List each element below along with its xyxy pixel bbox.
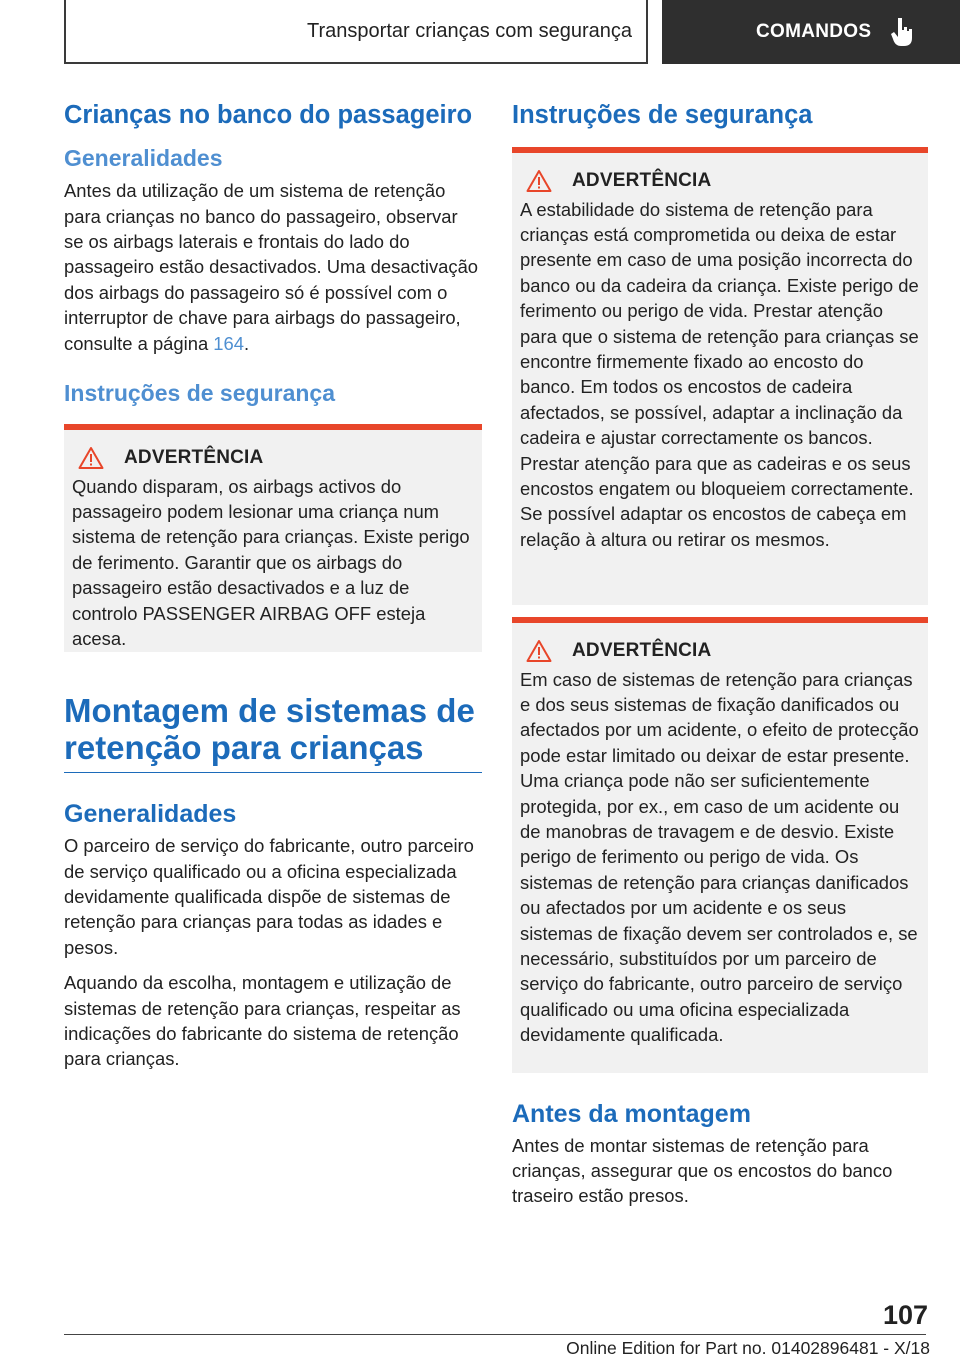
warning-header-3 [520,639,920,663]
warning-box-1 [64,424,482,652]
warning-title-2: ADVERTÊNCIA [572,169,712,191]
heading-before-mounting: Antes da montagem [512,1099,751,1128]
left-column [64,100,482,1082]
warning-text-2: A estabilidade do sistema de retenção para crianças está comprometida ou deixa de estar presente em caso de uma posição incorrecta do banco ou da cadeira da criança. Existe perigo de ferimento ou perigo de vida. Prestar atenção para que o sistema de retenção para crianças se encontre firmemente fixado ao encosto do banco. Em todos os encostos de cadeira afectados, se possível, adaptar a inclinação da cadeira e ajustar correctamente os bancos. Prestar atenção para que as cadeiras e os seus encostos engatem ou bloqueiem correctamente. Se possível adaptar os encostos de cabeça em relação à altura ou retirar os mesmos. [520,198,919,550]
paragraph-before-mounting: Antes de montar sistemas de retenção para crianças, assegurar que os encostos do banco traseiro estão presos. [512,1134,893,1207]
warning-text-1: Quando disparam, os airbags activos do passageiro podem lesionar uma criança num sistema de retenção para crianças. Existe perigo de ferimento. Garantir que os airbags do passageiro estão desactivados e a luz de controlo PASSENGER AIRBAG OFF esteja acesa. [72,475,470,650]
section-tab [662,0,960,64]
heading-children-passenger: Crianças no banco do passageiro [64,101,473,129]
warning-triangle-icon [78,446,104,470]
paragraph-general-1-end: . [243,332,250,354]
paragraph-general-2b: Aquando da escolha, montagem e utilização de sistemas de retenção para crianças, respeitar as indicações do fabricante do sistema de retenção para crianças. [64,972,461,1070]
warning-box-3 [512,617,928,1073]
chapter-header [64,0,648,64]
paragraph-general-1 [64,178,482,356]
heading-safety-1: Instruções de segurança [64,380,335,407]
warning-box-2 [512,147,928,605]
paragraph-general-2a: O parceiro de serviço do fabricante, outro parceiro de serviço qualificado ou a oficina especializada devidamente qualificada dispõe de sistemas de retenção para crianças para todas as idades e pesos. [64,835,474,958]
heading-mounting: Montagem de sistemas de retenção para crianças [64,692,482,774]
pointing-hand-icon [889,16,915,48]
footer-divider [64,1334,926,1335]
warning-title-3: ADVERTÊNCIA [572,639,712,661]
page-reference-link[interactable]: 164 [213,332,244,354]
heading-safety-2: Instruções de segurança [512,101,813,129]
warning-title-1: ADVERTÊNCIA [124,446,264,468]
section-tab-label: COMANDOS [756,21,872,42]
right-column [512,100,928,1219]
heading-general-2: Generalidades [64,800,237,829]
heading-general-1: Generalidades [64,144,223,171]
warning-header-2 [520,169,920,193]
warning-triangle-icon [526,639,552,663]
warning-header-1 [72,446,474,470]
paragraph-general-1-text: Antes da utilização de um sistema de retenção para crianças no banco do passageiro, observar se os airbags laterais e frontais do lado do passageiro estão desactivados. Uma desactivação dos airbags do passageiro só é possível com o interruptor de chave para airbags do passageiro, consulte a página [64,180,479,354]
chapter-title: Transportar crianças com segurança [307,19,632,42]
footer-edition: Online Edition for Part no. 01402896481 - X/18 [566,1338,930,1358]
warning-text-3: Em caso de sistemas de retenção para crianças e dos seus sistemas de fixação danificados ou afectados por um acidente, o efeito de protecção pode estar limitado ou deixar de estar presente. Uma criança pode não ser suficientemente protegida, por ex., em caso de um acidente ou de manobras de travagem e de desvio. Existe perigo de ferimento ou perigo de vida. Os sistemas de retenção para crianças danificados ou afectados por um acidente e os seus sistemas de fixação devem ser controlados e, se necessário, substituídos por um parceiro de serviço do fabricante, outro parceiro de serviço qualificado ou uma oficina especializada devidamente qualificada. [520,668,919,1046]
page-number: 107 [882,1300,928,1330]
warning-triangle-icon [526,169,552,193]
